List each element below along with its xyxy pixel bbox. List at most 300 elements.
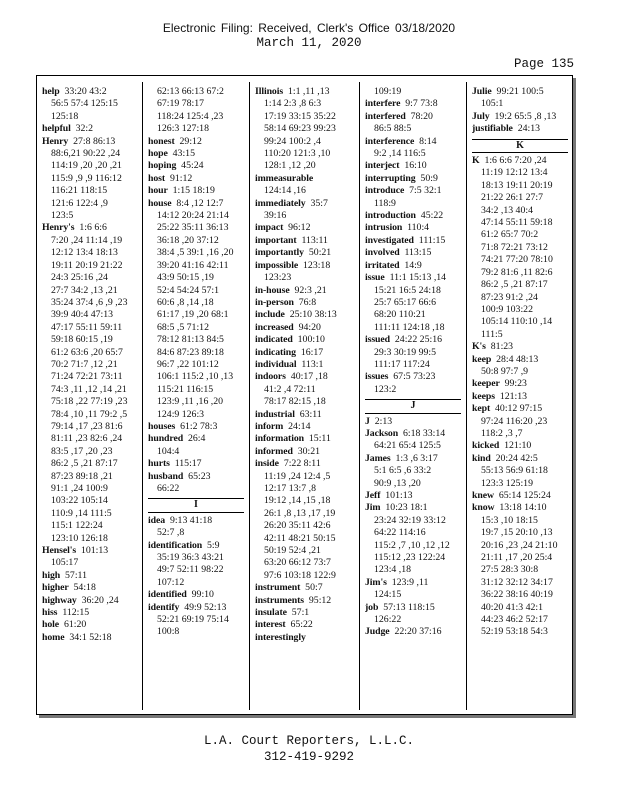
page-line-refs: 87:23 91:2 ,24 [481, 291, 538, 303]
page-line-refs: 39:20 41:16 42:11 [157, 259, 229, 271]
index-word: instruments [255, 594, 304, 606]
page-line-refs: 9:2 ,14 116:5 [374, 148, 426, 160]
page-line-refs: 5:1 6:5 ,6 33:2 [374, 465, 432, 477]
index-continuation [148, 285, 244, 297]
page-line-refs: 111:11 124:18 ,18 [374, 321, 445, 333]
page-line-refs: 58:14 69:23 99:23 [264, 123, 336, 135]
index-continuation [42, 272, 138, 284]
index-column-5 [472, 86, 568, 706]
page-line-refs: 123:10 126:18 [51, 532, 108, 544]
index-entry [255, 632, 351, 644]
index-entry [255, 458, 351, 470]
index-entry [472, 453, 568, 465]
index-continuation [472, 465, 568, 477]
index-entry [255, 334, 351, 346]
page-line-refs: 118:2 ,3 ,7 [481, 427, 523, 439]
index-entry [365, 334, 461, 346]
index-continuation [148, 384, 244, 396]
page-line-refs: 13:18 14:10 [499, 502, 547, 514]
page-line-refs: 115:9 ,9 ,9 116:12 [51, 172, 122, 184]
index-continuation [365, 297, 461, 309]
page-line-refs: 65:14 125:24 [498, 490, 551, 501]
page-line-refs: 17:19 33:15 35:22 [264, 110, 336, 122]
index-continuation [365, 148, 461, 160]
page-line-refs: 15:21 16:5 24:18 [374, 284, 441, 296]
index-continuation [42, 148, 138, 160]
index-continuation [148, 222, 244, 234]
index-entry [42, 123, 138, 135]
index-continuation [42, 421, 138, 433]
index-word: in-person [255, 296, 294, 308]
page-line-refs: 14:12 20:24 21:14 [157, 210, 229, 222]
column-divider [359, 82, 360, 710]
index-word: hour [148, 185, 168, 197]
index-entry [42, 570, 138, 582]
index-word: irritated [365, 259, 400, 271]
page-line-refs: 124:15 [374, 589, 402, 601]
index-continuation [148, 577, 244, 589]
page-line-refs: 63:20 66:12 73:7 [264, 557, 331, 569]
index-continuation [472, 254, 568, 266]
index-continuation [148, 235, 244, 247]
page-line-refs: 101:13 [80, 545, 109, 557]
index-entry [472, 378, 568, 390]
page-line-refs: 61:2 63:6 ,20 65:7 [51, 346, 123, 358]
index-continuation [365, 309, 461, 321]
page-line-refs: 64:21 65:4 125:5 [374, 440, 441, 452]
index-entry [365, 173, 461, 185]
index-entry [365, 111, 461, 123]
index-continuation [42, 235, 138, 247]
index-continuation [365, 322, 461, 334]
page-line-refs: 44:23 46:2 52:17 [481, 614, 548, 626]
page-line-refs: 1:6 6:6 [79, 222, 107, 234]
page-line-refs: 50:7 [305, 582, 323, 594]
page-number: Page 135 [513, 57, 574, 71]
index-word: issued [365, 334, 390, 346]
index-entry [255, 247, 351, 259]
index-entry [365, 371, 461, 383]
page-line-refs: 111:15 [418, 234, 446, 246]
index-continuation [148, 614, 244, 626]
index-continuation [255, 272, 351, 284]
index-entry [255, 297, 351, 309]
page-line-refs: 36:18 ,20 37:12 [157, 234, 219, 246]
index-entry [255, 347, 351, 359]
index-continuation [42, 334, 138, 346]
index-word: information [255, 433, 304, 445]
index-continuation [472, 329, 568, 341]
page-line-refs: 24:22 25:16 [394, 334, 442, 346]
section-letter: I [148, 498, 244, 512]
page-line-refs: 71:24 72:21 73:11 [51, 371, 123, 383]
page-line-refs: 8:4 ,12 12:7 [176, 197, 224, 209]
index-continuation [42, 495, 138, 507]
page-line-refs: 7:5 32:1 [409, 185, 442, 197]
index-word: July [472, 110, 490, 122]
page-line-refs: 25:7 65:17 66:6 [374, 296, 437, 308]
page-line-refs: 99:10 [191, 589, 214, 601]
page-line-refs: 76:8 [298, 296, 317, 308]
index-continuation [472, 540, 568, 552]
index-continuation [148, 564, 244, 576]
index-entry [148, 589, 244, 601]
page-line-refs: 41:2 ,4 72:11 [264, 383, 316, 395]
index-entry [255, 309, 351, 321]
page-line-refs: 19:12 ,14 ,15 ,18 [264, 495, 331, 507]
page-line-refs: 45:24 [181, 160, 204, 172]
section-letter: K [472, 139, 568, 153]
page-line-refs: 39:16 [264, 210, 287, 222]
page-line-refs: 25:10 38:13 [289, 309, 337, 321]
index-word: investigated [365, 234, 414, 246]
index-entry [365, 428, 461, 440]
index-continuation [42, 409, 138, 421]
page-line-refs: 105:17 [51, 557, 79, 569]
page-line-refs: 12:17 13:7 ,8 [264, 483, 316, 494]
index-continuation [42, 322, 138, 334]
page-line-refs: 8:14 [419, 135, 437, 147]
index-continuation [148, 260, 244, 272]
index-entry [365, 453, 461, 465]
index-word: hiss [42, 607, 58, 619]
page-line-refs: 43:9 50:15 ,19 [157, 272, 214, 284]
page-line-refs: 24:13 [517, 123, 541, 135]
index-word: Jim [365, 502, 381, 514]
index-entry [42, 86, 138, 98]
index-continuation [42, 173, 138, 185]
index-continuation [472, 428, 568, 440]
reporter-phone: 312-419-9292 [263, 750, 354, 764]
index-continuation [148, 210, 244, 222]
index-column-3 [255, 86, 351, 706]
index-word: issues [365, 371, 389, 383]
page-line-refs: 28:4 48:13 [496, 353, 539, 365]
index-continuation [365, 123, 461, 135]
index-word: interrupting [365, 172, 416, 184]
index-continuation [255, 471, 351, 483]
index-continuation [365, 589, 461, 601]
index-continuation [148, 446, 244, 458]
page-line-refs: 57:11 [65, 569, 87, 581]
index-continuation [365, 515, 461, 527]
index-continuation [42, 520, 138, 532]
index-entry [255, 322, 351, 334]
page-line-refs: 100:10 [297, 334, 325, 346]
index-continuation [148, 123, 244, 135]
page-line-refs: 115:21 116:15 [157, 383, 214, 395]
index-continuation [255, 396, 351, 408]
index-word: informed [255, 445, 293, 457]
index-word: issue [365, 272, 385, 284]
page-line-refs: 7:20 ,24 11:14 ,19 [51, 234, 123, 246]
page-line-refs: 21:11 ,17 ,20 25:4 [481, 552, 553, 564]
index-continuation [148, 527, 244, 539]
page-line-refs: 29:3 30:19 99:5 [374, 346, 437, 358]
index-continuation [472, 564, 568, 576]
page-line-refs: 121:6 122:4 ,9 [51, 197, 108, 209]
index-continuation [148, 272, 244, 284]
page-line-refs: 81:11 ,23 82:6 ,24 [51, 433, 123, 445]
index-continuation [365, 478, 461, 490]
index-continuation [365, 540, 461, 552]
index-continuation [255, 570, 351, 582]
page-line-refs: 126:3 127:18 [157, 123, 209, 135]
index-word: industrial [255, 408, 295, 420]
index-word: interest [255, 619, 286, 631]
index-continuation [472, 279, 568, 291]
index-continuation [42, 371, 138, 383]
page-line-refs: 115:12 ,23 122:24 [374, 552, 446, 564]
page-line-refs: 11:19 ,24 12:4 ,5 [264, 470, 331, 482]
index-continuation [255, 185, 351, 197]
page-line-refs: 110:20 121:3 ,10 [264, 148, 331, 160]
page-line-refs: 90:9 ,13 ,20 [374, 477, 421, 489]
page-line-refs: 111:5 [481, 328, 503, 340]
page-line-refs: 19:7 ,15 20:10 ,13 [481, 527, 553, 539]
index-entry [148, 540, 244, 552]
page-line-refs: 59:18 60:15 ,19 [51, 334, 113, 346]
index-continuation [42, 557, 138, 569]
page-line-refs: 100:8 [157, 626, 180, 638]
index-entry [42, 595, 138, 607]
index-entry [472, 123, 568, 135]
index-entry [365, 98, 461, 110]
page-line-refs: 1:14 2:3 ,8 6:3 [264, 98, 322, 110]
index-word: importantly [255, 247, 304, 259]
index-entry [255, 409, 351, 421]
page-line-refs: 105:1 [481, 98, 504, 110]
index-continuation [472, 527, 568, 539]
page-line-refs: 123:5 [51, 210, 74, 222]
page-line-refs: 94:20 [298, 321, 321, 333]
page-line-refs: 115:17 [174, 458, 202, 470]
page-line-refs: 26:4 [187, 433, 206, 445]
page-line-refs: 20:16 ,23 ,24 21:10 [481, 539, 558, 551]
page-line-refs: 1:1 ,11 ,13 [287, 86, 330, 97]
index-word: home [42, 631, 65, 643]
page-line-refs: 121:10 [504, 440, 532, 452]
index-word: help [42, 86, 60, 97]
index-continuation [365, 552, 461, 564]
index-continuation [365, 384, 461, 396]
index-word: kind [472, 452, 491, 464]
page-line-refs: 124:14 ,16 [264, 185, 306, 197]
index-continuation [472, 416, 568, 428]
index-column-2 [148, 86, 244, 706]
index-continuation [42, 185, 138, 197]
index-column-1 [42, 86, 138, 706]
page-line-refs: 40:20 41:3 42:1 [481, 601, 544, 613]
index-continuation [255, 520, 351, 532]
page-line-refs: 21:22 26:1 27:7 [481, 192, 544, 204]
index-entry [148, 148, 244, 160]
index-continuation [365, 198, 461, 210]
index-word: interference [365, 135, 415, 147]
page-line-refs: 92:3 ,21 [294, 284, 327, 296]
page-line-refs: 123:3 125:19 [481, 477, 533, 489]
index-entry [42, 619, 138, 631]
page-line-refs: 63:11 [299, 408, 322, 420]
index-word: highway [42, 594, 77, 606]
section-letter: J [365, 399, 461, 413]
page-line-refs: 65:23 [188, 470, 211, 482]
page-line-refs: 9:7 73:8 [405, 98, 438, 110]
index-continuation [42, 533, 138, 545]
page-line-refs: 35:7 [310, 197, 328, 209]
index-entry [365, 577, 461, 589]
page-line-refs: 62:13 66:13 67:2 [157, 86, 224, 97]
index-word: higher [42, 582, 69, 594]
page-line-refs: 22:20 37:16 [394, 626, 442, 638]
index-word: hope [148, 148, 168, 160]
page-line-refs: 113:1 [301, 358, 324, 370]
index-word: interestingly [255, 631, 306, 643]
index-continuation [472, 292, 568, 304]
index-entry [365, 502, 461, 514]
index-word: host [148, 172, 166, 184]
index-word: keeps [472, 390, 495, 402]
index-entry [148, 160, 244, 172]
index-entry [148, 602, 244, 614]
index-entry [255, 235, 351, 247]
page-line-refs: 11:1 15:13 ,14 [389, 272, 447, 284]
page-line-refs: 114:19 ,20 ,20 ,21 [51, 160, 122, 172]
index-entry [255, 173, 351, 185]
page-line-refs: 78:17 82:15 ,18 [264, 396, 326, 408]
index-entry [42, 632, 138, 644]
index-word: Jim's [365, 576, 387, 588]
index-box [36, 75, 573, 715]
index-entry [148, 471, 244, 483]
index-word: Henry's [42, 222, 75, 234]
index-continuation [255, 98, 351, 110]
page-line-refs: 110:9 ,14 111:5 [51, 507, 112, 519]
page-line-refs: 86:2 ,5 ,21 87:17 [481, 279, 548, 291]
index-word: J [365, 415, 370, 427]
index-word: hundred [148, 433, 184, 445]
index-word: individual [255, 358, 297, 370]
index-word: know [472, 502, 495, 514]
page-line-refs: 109:19 [374, 86, 402, 97]
page-line-refs: 123:2 [374, 383, 397, 395]
page-line-refs: 50:21 [308, 247, 332, 259]
index-entry [255, 359, 351, 371]
index-continuation [472, 614, 568, 626]
index-word: knew [472, 490, 494, 501]
page-line-refs: 113:11 [301, 234, 328, 246]
index-continuation [42, 260, 138, 272]
index-word: Hensel's [42, 545, 77, 557]
page-line-refs: 66:22 [157, 483, 180, 494]
index-continuation [472, 316, 568, 328]
index-continuation [148, 626, 244, 638]
page-line-refs: 20:24 42:5 [495, 452, 538, 464]
index-continuation [42, 285, 138, 297]
index-continuation [42, 508, 138, 520]
index-word: increased [255, 321, 294, 333]
index-entry [365, 490, 461, 502]
index-entry [148, 433, 244, 445]
index-entry [255, 285, 351, 297]
index-continuation [42, 483, 138, 495]
index-continuation [42, 471, 138, 483]
index-word: idea [148, 514, 166, 526]
page-line-refs: 35:19 36:3 43:21 [157, 552, 224, 564]
page-line-refs: 67:19 78:17 [157, 98, 205, 110]
index-entry [255, 446, 351, 458]
page-line-refs: 70:2 71:7 ,12 ,21 [51, 358, 118, 370]
index-continuation [472, 304, 568, 316]
page-line-refs: 126:22 [374, 614, 402, 626]
page-line-refs: 25:22 35:11 36:13 [157, 222, 229, 234]
index-continuation [255, 483, 351, 495]
index-continuation [42, 359, 138, 371]
page-line-refs: 19:11 20:19 21:22 [51, 259, 123, 271]
page-line-refs: 6:18 33:14 [402, 427, 446, 439]
index-word: kicked [472, 440, 500, 452]
page-line-refs: 16:10 [404, 160, 427, 172]
page-line-refs: 95:12 [308, 594, 332, 606]
index-entry [365, 160, 461, 172]
page-line-refs: 52:7 ,8 [157, 527, 185, 539]
page-line-refs: 68:20 110:21 [374, 309, 426, 321]
index-continuation [365, 465, 461, 477]
index-entry [42, 582, 138, 594]
page-line-refs: 118:9 [374, 197, 396, 209]
index-continuation [472, 478, 568, 490]
page-line-refs: 75:18 ,22 77:19 ,23 [51, 396, 128, 408]
index-entry [472, 502, 568, 514]
page-line-refs: 61:2 78:3 [180, 420, 218, 432]
page-line-refs: 128:1 ,12 ,20 [264, 160, 316, 172]
index-entry [365, 247, 461, 259]
page-line-refs: 19:2 65:5 ,8 ,13 [494, 110, 557, 122]
index-word: James [365, 452, 391, 464]
index-word: include [255, 309, 285, 321]
page-line-refs: 87:23 89:18 ,21 [51, 470, 113, 482]
index-entry [365, 602, 461, 614]
page-line-refs: 96:7 ,22 101:12 [157, 358, 219, 370]
index-continuation [148, 111, 244, 123]
index-entry [365, 185, 461, 197]
index-entry [365, 235, 461, 247]
page-line-refs: 123:9 ,11 [391, 576, 429, 588]
page-line-refs: 61:20 [63, 619, 87, 631]
page-line-refs: 36:22 38:16 40:19 [481, 589, 553, 601]
page-line-refs: 40:12 97:15 [495, 403, 543, 415]
index-continuation [148, 309, 244, 321]
page-line-refs: 14:9 [404, 259, 422, 271]
page-line-refs: 113:15 [404, 247, 432, 259]
index-continuation [42, 297, 138, 309]
page-line-refs: 10:23 18:1 [385, 502, 428, 514]
page-line-refs: 42:11 48:21 50:15 [264, 532, 336, 544]
index-continuation [472, 229, 568, 241]
index-word: hurts [148, 458, 170, 470]
page-line-refs: 106:1 115:2 ,10 ,13 [157, 371, 234, 383]
page-line-refs: 34:2 ,13 40:4 [481, 204, 533, 216]
index-continuation [255, 495, 351, 507]
index-word: identification [148, 539, 203, 551]
page-line-refs: 68:5 ,5 71:12 [157, 321, 209, 333]
index-entry [148, 198, 244, 210]
column-divider [466, 82, 467, 710]
transcript-date: March 11, 2020 [256, 36, 362, 50]
page-line-refs: 121:13 [499, 390, 528, 402]
page-line-refs: 34:1 52:18 [69, 631, 112, 643]
page-line-refs: 65:22 [290, 619, 313, 631]
